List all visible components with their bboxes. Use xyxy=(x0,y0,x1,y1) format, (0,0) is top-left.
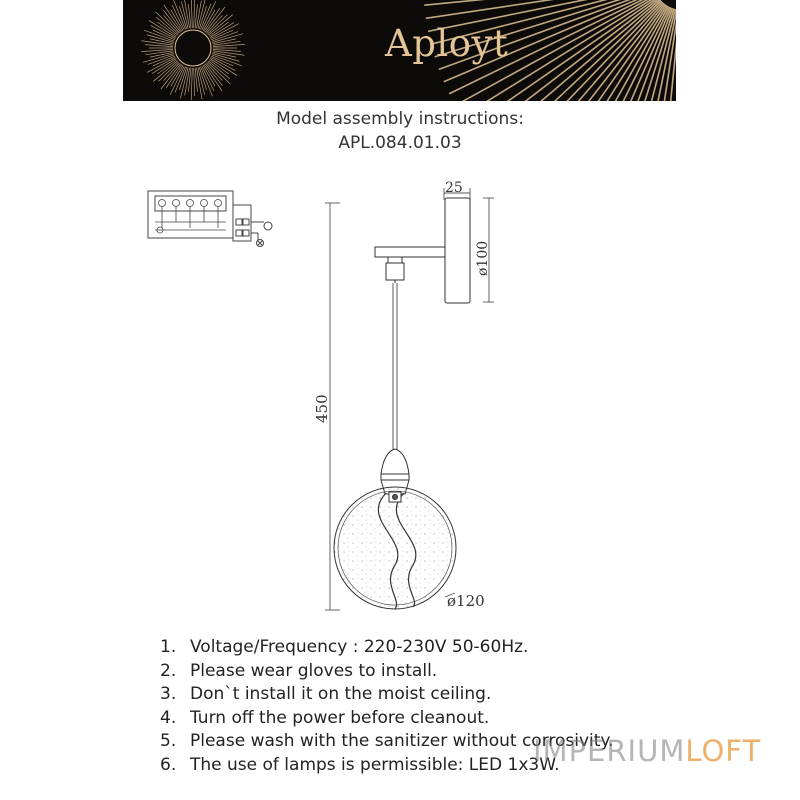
instruction-item: 4. Turn off the power before cleanout. xyxy=(160,707,490,728)
dim-width: 25 xyxy=(445,180,463,196)
instruction-item: 5. Please wash with the sanitizer without corrosivity. xyxy=(160,731,614,752)
instruction-item: 2. Please wear gloves to install. xyxy=(160,660,438,681)
instruction-item: 6. The use of lamps is permissible: LED 1x3W. xyxy=(160,754,560,775)
page-title: Model assembly instructions: xyxy=(276,109,524,129)
wiring-diagram xyxy=(148,191,272,247)
dim-shade-diameter: ø120 xyxy=(447,592,485,610)
lamp-fixture xyxy=(334,198,470,609)
model-number: APL.084.01.03 xyxy=(338,133,462,153)
dim-height: 450 xyxy=(313,394,331,423)
watermark: IMPERIUMLOFT xyxy=(533,734,762,768)
instruction-item: 3. Don`t install it on the moist ceiling. xyxy=(160,684,492,705)
dim-plate-diameter: ø100 xyxy=(475,240,491,276)
instruction-item: 1. Voltage/Frequency : 220-230V 50-60Hz. xyxy=(160,637,529,657)
brand-name: Aployt xyxy=(385,22,509,65)
